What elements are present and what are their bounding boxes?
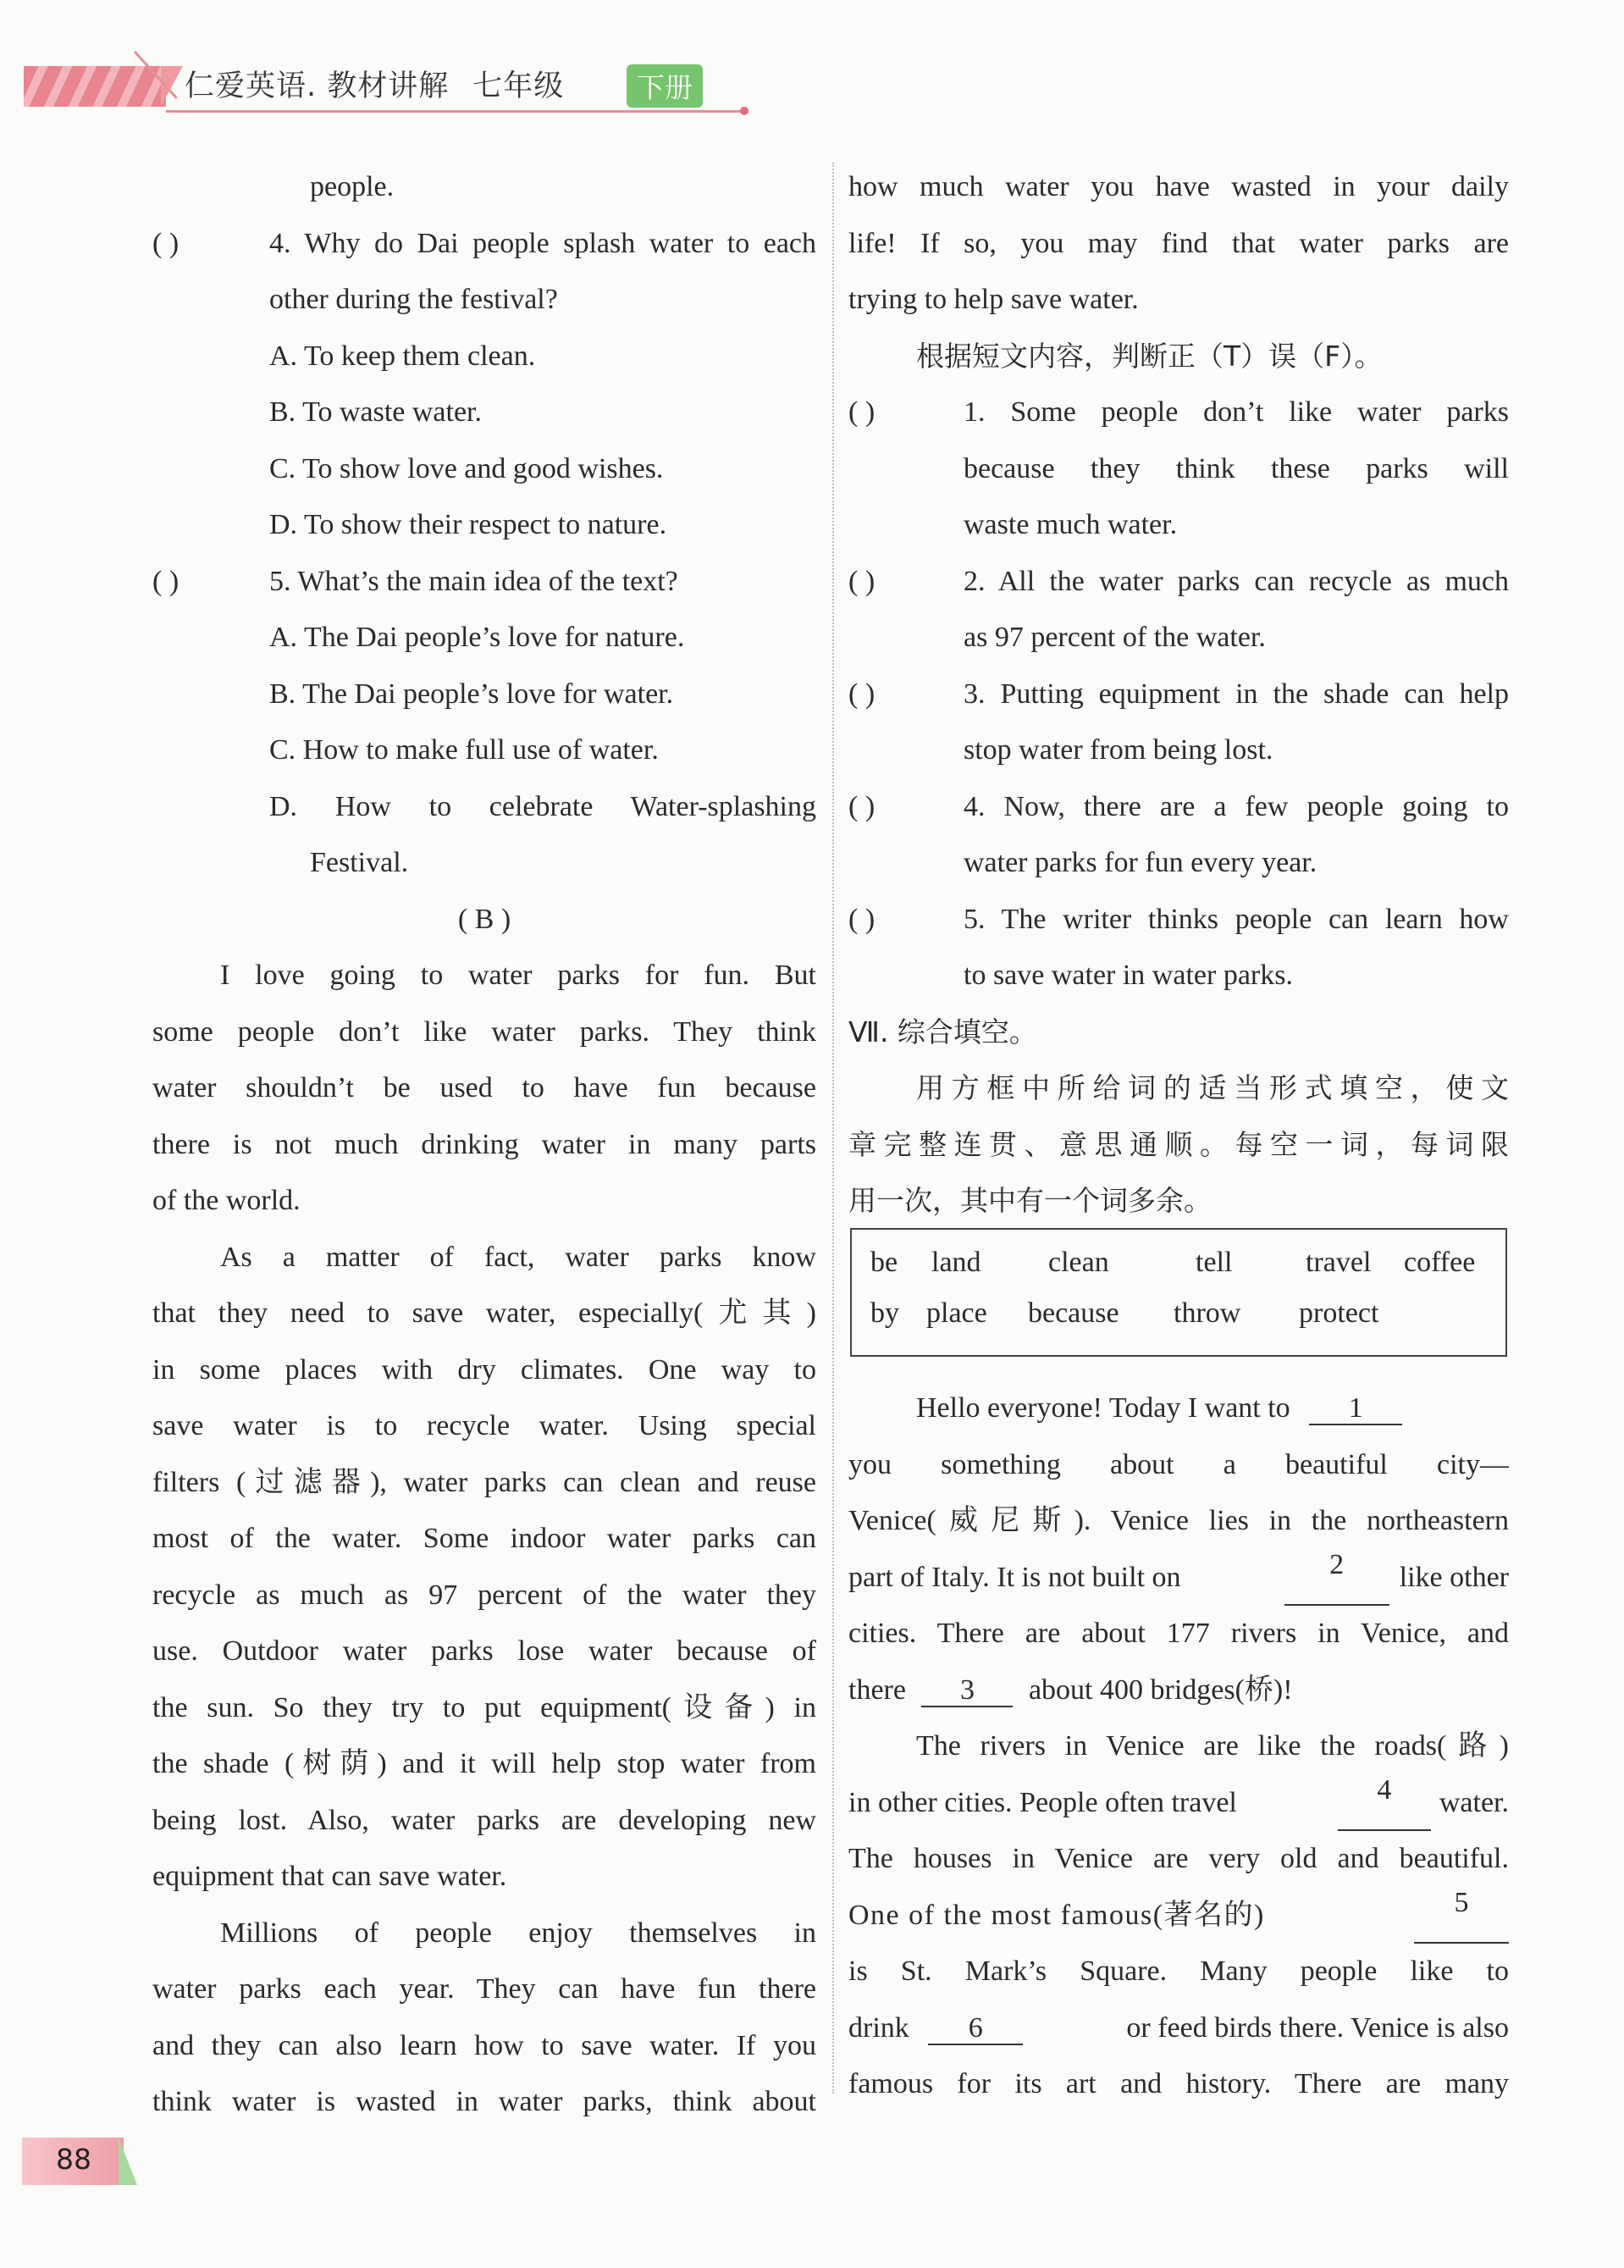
- passage-line: is St. Mark’s Square. Many people like to: [848, 1955, 1509, 1987]
- passage-line: Millions of people enjoy themselves in: [220, 1917, 816, 1949]
- header-stripe-decoration: [24, 66, 166, 107]
- book-title: [185, 63, 564, 105]
- word: protect: [1299, 1297, 1379, 1329]
- passage-line: that they need to save water, especially(尤其): [152, 1297, 816, 1329]
- passage-line: The rivers in Venice are like the roads(路): [916, 1730, 1509, 1762]
- passage-line: famous for its art and history. There are many: [848, 2068, 1509, 2099]
- right-column: [848, 159, 1509, 1230]
- word: by: [870, 1297, 899, 1329]
- tf-statement: 4. Now, there are a few people going to: [964, 790, 1509, 822]
- blank-5[interactable]: 5: [1414, 1888, 1509, 1944]
- text: water.: [1439, 1786, 1509, 1818]
- passage-line: of the world.: [152, 1185, 301, 1216]
- question-stem: 4. Why do Dai people splash water to each: [269, 227, 816, 259]
- passage-line: [848, 1662, 1509, 1719]
- tf-instruction: 根据短文内容，判断正（T）误（F）。: [916, 339, 1383, 373]
- tf-statement-cont: as 97 percent of the water.: [964, 622, 1266, 653]
- passage-line: [848, 1888, 1509, 1944]
- text: One of the most famous(著名的): [848, 1899, 1265, 1931]
- passage-line: there is not much drinking water in many parts: [152, 1128, 816, 1160]
- tf-statement-cont: to save water in water parks.: [964, 960, 1293, 991]
- column-divider: [832, 163, 834, 2094]
- answer-paren[interactable]: ( ): [848, 790, 876, 822]
- blank-lead: [848, 2000, 1023, 2057]
- tf-item-2: [848, 554, 1509, 611]
- answer-paren[interactable]: ( ): [152, 565, 180, 597]
- passage-line: [848, 2000, 1509, 2057]
- text: like other: [1399, 1561, 1509, 1593]
- answer-paren[interactable]: ( ): [848, 903, 876, 935]
- option-b: B. To waste water.: [269, 396, 482, 428]
- passage-line: cities. There are about 177 rivers in Venice, and: [848, 1618, 1509, 1649]
- passage-line: think water is wasted in water parks, think about: [152, 2086, 816, 2117]
- question-4: [152, 216, 816, 273]
- passage-line: water shouldn’t be used to have fun because: [152, 1072, 816, 1104]
- option-d-cont: Festival.: [310, 847, 409, 878]
- option-a: A. The Dai people’s love for nature.: [269, 622, 685, 653]
- blank-group: [1284, 1550, 1509, 1607]
- instruction-line: 用方框中所给词的适当形式填空，使文: [916, 1071, 1509, 1104]
- passage-line: trying to help save water.: [848, 284, 1139, 315]
- text: about 400 bridges(桥)!: [1028, 1673, 1293, 1706]
- question-5: [152, 554, 816, 611]
- question-stem-cont: other during the festival?: [269, 284, 558, 315]
- word: throw: [1174, 1297, 1241, 1329]
- tf-statement-cont: stop water from being lost.: [964, 734, 1273, 766]
- page-number: 88: [56, 2143, 91, 2176]
- passage-line: in some places with dry climates. One way to: [152, 1353, 816, 1386]
- blank-group: [1338, 1775, 1509, 1832]
- passage-line: most of the water. Some indoor water parks can: [152, 1523, 816, 1554]
- volume-badge: 下册: [627, 64, 703, 108]
- tf-item-5: [848, 892, 1509, 949]
- passage-line: life! If so, you may find that water parks are: [848, 227, 1509, 259]
- text: Hello everyone! Today I want to: [916, 1392, 1290, 1424]
- word: coffee: [1404, 1247, 1476, 1278]
- option-d: D. To show their respect to nature.: [269, 509, 667, 540]
- cloze-passage: [848, 1380, 1509, 2113]
- passage-line: you something about a beautiful city—: [848, 1448, 1509, 1480]
- passage-line: Venice(威尼斯). Venice lies in the northeastern: [848, 1505, 1509, 1536]
- word: because: [1028, 1297, 1119, 1329]
- section-7-heading: Ⅶ. 综合填空。: [848, 1015, 1037, 1048]
- passage-line: equipment that can save water.: [152, 1861, 507, 1892]
- blank-4[interactable]: 4: [1338, 1775, 1431, 1832]
- passage-line: [848, 1380, 1509, 1437]
- tf-statement-cont: because they think these parks will: [964, 452, 1509, 484]
- passage-line: The houses in Venice are very old and beautiful.: [848, 1843, 1509, 1874]
- blank-2[interactable]: 2: [1284, 1550, 1389, 1607]
- passage-line: the sun. So they try to put equipment(设备) in: [152, 1691, 816, 1723]
- word-bank-box: [850, 1228, 1507, 1357]
- answer-paren[interactable]: ( ): [152, 227, 180, 259]
- text: drink: [848, 2011, 909, 2044]
- word: be: [870, 1247, 898, 1278]
- word: place: [926, 1297, 987, 1329]
- blank-1[interactable]: 1: [1309, 1393, 1402, 1425]
- blank-3[interactable]: 3: [921, 1675, 1013, 1707]
- answer-paren[interactable]: ( ): [848, 396, 876, 428]
- passage-line: I love going to water parks for fun. But: [220, 960, 816, 991]
- tf-statement: 3. Putting equipment in the shade can help: [964, 678, 1509, 710]
- header-dot: [740, 107, 748, 115]
- grade-label: 七年级: [472, 69, 565, 103]
- tf-item-1: [848, 384, 1509, 441]
- passage-line: use. Outdoor water parks lose water because of: [152, 1635, 816, 1667]
- passage-line: save water is to recycle water. Using special: [152, 1410, 816, 1441]
- word: land: [931, 1247, 981, 1278]
- text: there: [848, 1673, 906, 1706]
- text: in other cities. People often travel: [848, 1786, 1237, 1818]
- passage-line: [848, 1775, 1509, 1832]
- section-b-heading: ( B ): [457, 903, 511, 935]
- tf-item-3: [848, 667, 1509, 723]
- answer-paren[interactable]: ( ): [848, 565, 876, 597]
- passage-line: water parks each year. They can have fun there: [152, 1973, 816, 2005]
- tf-statement-cont: water parks for fun every year.: [964, 847, 1317, 878]
- option-d: D. How to celebrate Water-splashing: [269, 790, 816, 822]
- option-b: B. The Dai people’s love for water.: [269, 678, 674, 710]
- tf-statement-cont: waste much water.: [964, 509, 1178, 540]
- word: clean: [1048, 1247, 1109, 1278]
- text: part of Italy. It is not built on: [848, 1561, 1181, 1593]
- passage-line: [848, 1550, 1509, 1607]
- passage-line: and they can also learn how to save water. If you: [152, 2029, 816, 2061]
- passage-line: how much water you have wasted in your daily: [848, 171, 1509, 202]
- tf-statement: 2. All the water parks can recycle as much: [964, 565, 1509, 597]
- passage-line: some people don’t like water parks. They think: [152, 1015, 816, 1048]
- book-series: 仁爱英语. 教材讲解: [185, 69, 450, 103]
- question-stem: 5. What’s the main idea of the text?: [269, 565, 678, 597]
- page-number-wedge: [119, 2138, 137, 2185]
- continuation-text: people.: [310, 171, 395, 202]
- tf-statement: 1. Some people don’t like water parks: [964, 396, 1509, 428]
- tf-statement: 5. The writer thinks people can learn how: [964, 903, 1509, 935]
- word: tell: [1196, 1247, 1233, 1278]
- instruction-line: 用一次，其中有一个词多余。: [848, 1184, 1212, 1217]
- tf-item-4: [848, 779, 1509, 836]
- passage-line: As a matter of fact, water parks know: [220, 1241, 816, 1273]
- blank-6[interactable]: 6: [928, 2013, 1023, 2045]
- passage-line: being lost. Also, water parks are developing new: [152, 1804, 816, 1836]
- header-underline: [166, 110, 742, 113]
- text: or feed birds there. Venice is also: [1126, 2011, 1509, 2044]
- word: travel: [1306, 1247, 1372, 1278]
- option-a: A. To keep them clean.: [269, 340, 536, 372]
- instruction-line: 章完整连贯、意思通顺。每空一词，每词限: [848, 1127, 1509, 1161]
- passage-line: the shade (树荫) and it will help stop water from: [152, 1748, 816, 1779]
- passage-line: recycle as much as 97 percent of the water they: [152, 1579, 816, 1611]
- option-c: C. How to make full use of water.: [269, 734, 659, 766]
- passage-line: filters (过滤器), water parks can clean and reuse: [152, 1466, 816, 1498]
- left-column: [152, 159, 816, 2131]
- option-c: C. To show love and good wishes.: [269, 452, 664, 484]
- answer-paren[interactable]: ( ): [848, 678, 876, 710]
